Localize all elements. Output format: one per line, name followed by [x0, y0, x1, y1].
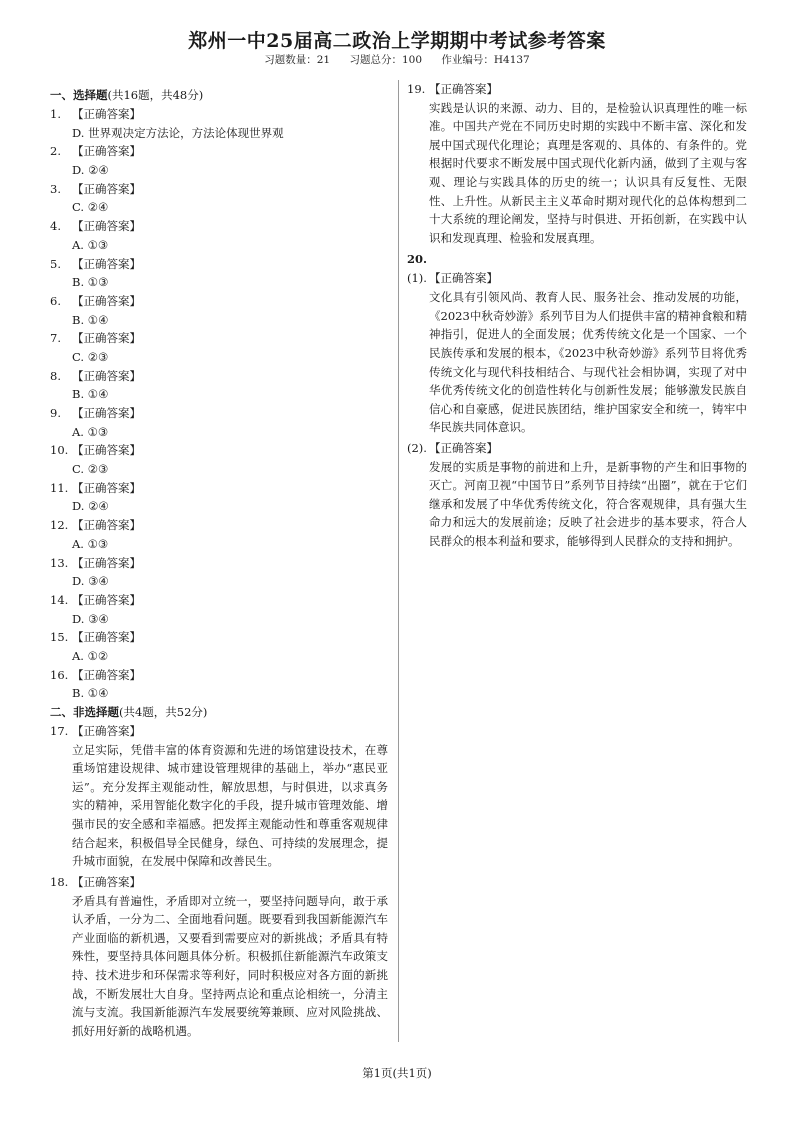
- answer-label: 【正确答案】: [72, 667, 141, 682]
- question-count: 习题数量：21: [264, 54, 331, 66]
- answer-label: 【正确答案】: [72, 293, 141, 308]
- answer-choice: A. ①②: [72, 648, 109, 663]
- answer-label: 【正确答案】: [72, 256, 141, 271]
- right-column: [407, 80, 747, 551]
- answer-choice: A. ①③: [72, 237, 109, 252]
- answer-label: 【正确答案】: [72, 181, 141, 196]
- question-number: 9.: [50, 406, 61, 420]
- answer-label: 【正确答案】: [72, 368, 141, 383]
- choice-question: [50, 516, 388, 553]
- section-heading-open: [50, 703, 388, 722]
- answer-choice: C. ②③: [72, 349, 109, 364]
- choice-question: [50, 180, 388, 217]
- answer-label: 【正确答案】: [72, 518, 141, 533]
- answer-choice: D. 世界观决定方法论，方法论体现世界观: [72, 125, 284, 140]
- part-number: (2).: [407, 440, 427, 455]
- question-number: 5.: [50, 256, 61, 271]
- page-footer: 第1页(共1页): [362, 1066, 432, 1080]
- question-number: 14.: [50, 592, 69, 607]
- answer-choice: B. ①③: [72, 275, 109, 290]
- answer-label: 【正确答案】: [72, 630, 141, 645]
- question-number: 12.: [50, 518, 69, 533]
- answer-choice: D. ②④: [72, 163, 109, 178]
- answer-choice: C. ②④: [72, 200, 109, 215]
- document-title: 郑州一中25届高二政治上学期期中考试参考答案: [188, 30, 606, 52]
- question-19: [407, 80, 747, 247]
- choice-question: [50, 329, 388, 366]
- column-divider: [398, 80, 399, 1042]
- section-subtitle: (共16题，共48分): [107, 88, 204, 102]
- answer-label: 【正确答案】: [72, 443, 141, 458]
- total-score: 习题总分：100: [349, 54, 423, 66]
- document-meta: [0, 52, 794, 67]
- choice-question: [50, 591, 388, 628]
- question-number: 2.: [50, 144, 61, 159]
- answer-label: 【正确答案】: [72, 107, 141, 121]
- answer-label: 【正确答案】: [429, 440, 498, 455]
- question-20-part-1: [407, 269, 747, 436]
- choice-question: [50, 217, 388, 254]
- answer-choice: D. ③④: [72, 611, 109, 626]
- answer-text: 文化具有引领风尚、教育人民、服务社会、推动发展的功能，《2023中秋奇妙游》系列节目为人们提供丰富的精神食粮和精神指引，促进人的全面发展；优秀传统文化是一个国家、一个民族传承和发展的根本，《2023中秋奇妙游》系列节目将优秀传统文化与现代科技相结合、与现代社会相协调，实现了对中华优秀传统文化的创造性转化与创新性发展；能够激发民族自信心和自豪感，促进民族团结，维护国家安全和统一，铸牢中华民族共同体意识。: [429, 290, 747, 435]
- question-20-number: 20.: [407, 252, 428, 267]
- answer-label: 【正确答案】: [72, 144, 141, 159]
- question-number: 11.: [50, 480, 69, 495]
- choice-question: [50, 367, 388, 404]
- section-title: 一、选择题: [50, 88, 108, 102]
- answer-label: 【正确答案】: [72, 331, 141, 346]
- answer-label: 【正确答案】: [72, 592, 141, 607]
- choice-question: [50, 628, 388, 665]
- answer-choice: D. ③④: [72, 574, 109, 589]
- question-number: 16.: [50, 667, 69, 682]
- answer-label: 【正确答案】: [72, 555, 141, 570]
- answer-text: 实践是认识的来源、动力、目的，是检验认识真理性的唯一标准。中国共产党在不同历史时期的实践中不断丰富、深化和发展中国式现代化理论；真理是客观的、具体的、有条件的。党根据时代要求不断发展中国式现代化新内涵，做到了主观与客观、理论与实践具体的历史的统一；认识具有反复性、无限性、上升性。从新民主主义革命时期对现代化的总体构想到二十大系统的理论阐发，坚持与时俱进、开拓创新，在实践中认识和发现真理、检验和发展真理。: [429, 100, 747, 245]
- choice-question: [50, 142, 388, 179]
- answer-label: 【正确答案】: [72, 480, 141, 495]
- question-number: 8.: [50, 368, 61, 383]
- question-17: [50, 722, 388, 871]
- question-20-part-2: [407, 439, 747, 551]
- question-number: 18.: [50, 874, 69, 889]
- choice-question: [50, 255, 388, 292]
- answer-label: 【正确答案】: [429, 82, 498, 96]
- answer-choice: B. ①④: [72, 312, 109, 327]
- answer-text: 立足实际，凭借丰富的体育资源和先进的场馆建设技术，在尊重场馆建设规律、城市建设管理规律的基础上，举办“惠民亚运”。充分发挥主观能动性，解放思想，与时俱进，以求真务实的精神，采用智能化数字化的手段，提升城市管理效能、增强市民的安全感和幸福感。把发挥主观能动性和尊重客观规律结合起来，积极倡导全民健身，绿色、可持续的发展理念，提升城市面貌，在发展中保障和改善民生。: [72, 742, 388, 869]
- choice-question: [50, 479, 388, 516]
- answer-label: 【正确答案】: [72, 406, 141, 420]
- question-number: 4.: [50, 219, 61, 234]
- part-number: (1).: [407, 271, 427, 286]
- answer-text: 矛盾具有普遍性，矛盾即对立统一，要坚持问题导向，敢于承认矛盾，一分为二、全面地看问题。既要看到我国新能源汽车产业面临的新机遇，又要看到需要应对的新挑战；矛盾具有特殊性，要坚持具体问题具体分析。积极抓住新能源汽车政策支持、技术进步和环保需求等利好，同时积极应对各方面的新挑战，不断发展壮大自身。坚持两点论和重点论相统一，分清主流与支流。我国新能源汽车发展要统筹兼顾、应对风险挑战、抓好用好新的战略机遇。: [72, 893, 388, 1038]
- section-subtitle: (共4题，共52分): [119, 705, 208, 719]
- answer-choice: B. ①④: [72, 686, 109, 701]
- assignment-id: 作业编号：H4137: [441, 54, 530, 66]
- section-title: 二、非选择题: [50, 705, 119, 719]
- question-number: 15.: [50, 630, 69, 645]
- choice-question: [50, 105, 388, 142]
- answer-label: 【正确答案】: [72, 219, 141, 234]
- left-column: [50, 86, 388, 1040]
- section-heading-choice: [50, 86, 388, 105]
- question-number: 1.: [50, 107, 61, 121]
- question-number: 3.: [50, 181, 61, 196]
- choice-question: [50, 554, 388, 591]
- question-18: [50, 873, 388, 1040]
- question-number: 7.: [50, 331, 61, 346]
- choice-question: [50, 404, 388, 441]
- choice-answer-list: [50, 105, 388, 703]
- answer-choice: A. ①③: [72, 536, 109, 551]
- answer-label: 【正确答案】: [429, 271, 498, 286]
- question-number: 13.: [50, 555, 69, 570]
- answer-choice: A. ①③: [72, 424, 109, 439]
- question-number: 6.: [50, 293, 61, 308]
- answer-choice: D. ②④: [72, 499, 109, 514]
- answer-choice: C. ②③: [72, 462, 109, 477]
- answer-choice: B. ①④: [72, 387, 109, 402]
- question-number: 17.: [50, 724, 69, 738]
- choice-question: [50, 292, 388, 329]
- answer-label: 【正确答案】: [72, 724, 141, 738]
- answer-label: 【正确答案】: [72, 874, 141, 889]
- question-number: 19.: [407, 82, 426, 96]
- question-number: 10.: [50, 443, 69, 458]
- choice-question: [50, 666, 388, 703]
- choice-question: [50, 441, 388, 478]
- answer-text: 发展的实质是事物的前进和上升，是新事物的产生和旧事物的灭亡。河南卫视“中国节日”系列节目持续“出圈”，就在于它们继承和发展了中华优秀传统文化，符合客观规律，具有强大生命力和远大的发展前途；反映了社会进步的基本要求，符合人民群众的根本利益和要求，能够得到人民群众的支持和拥护。: [429, 459, 747, 548]
